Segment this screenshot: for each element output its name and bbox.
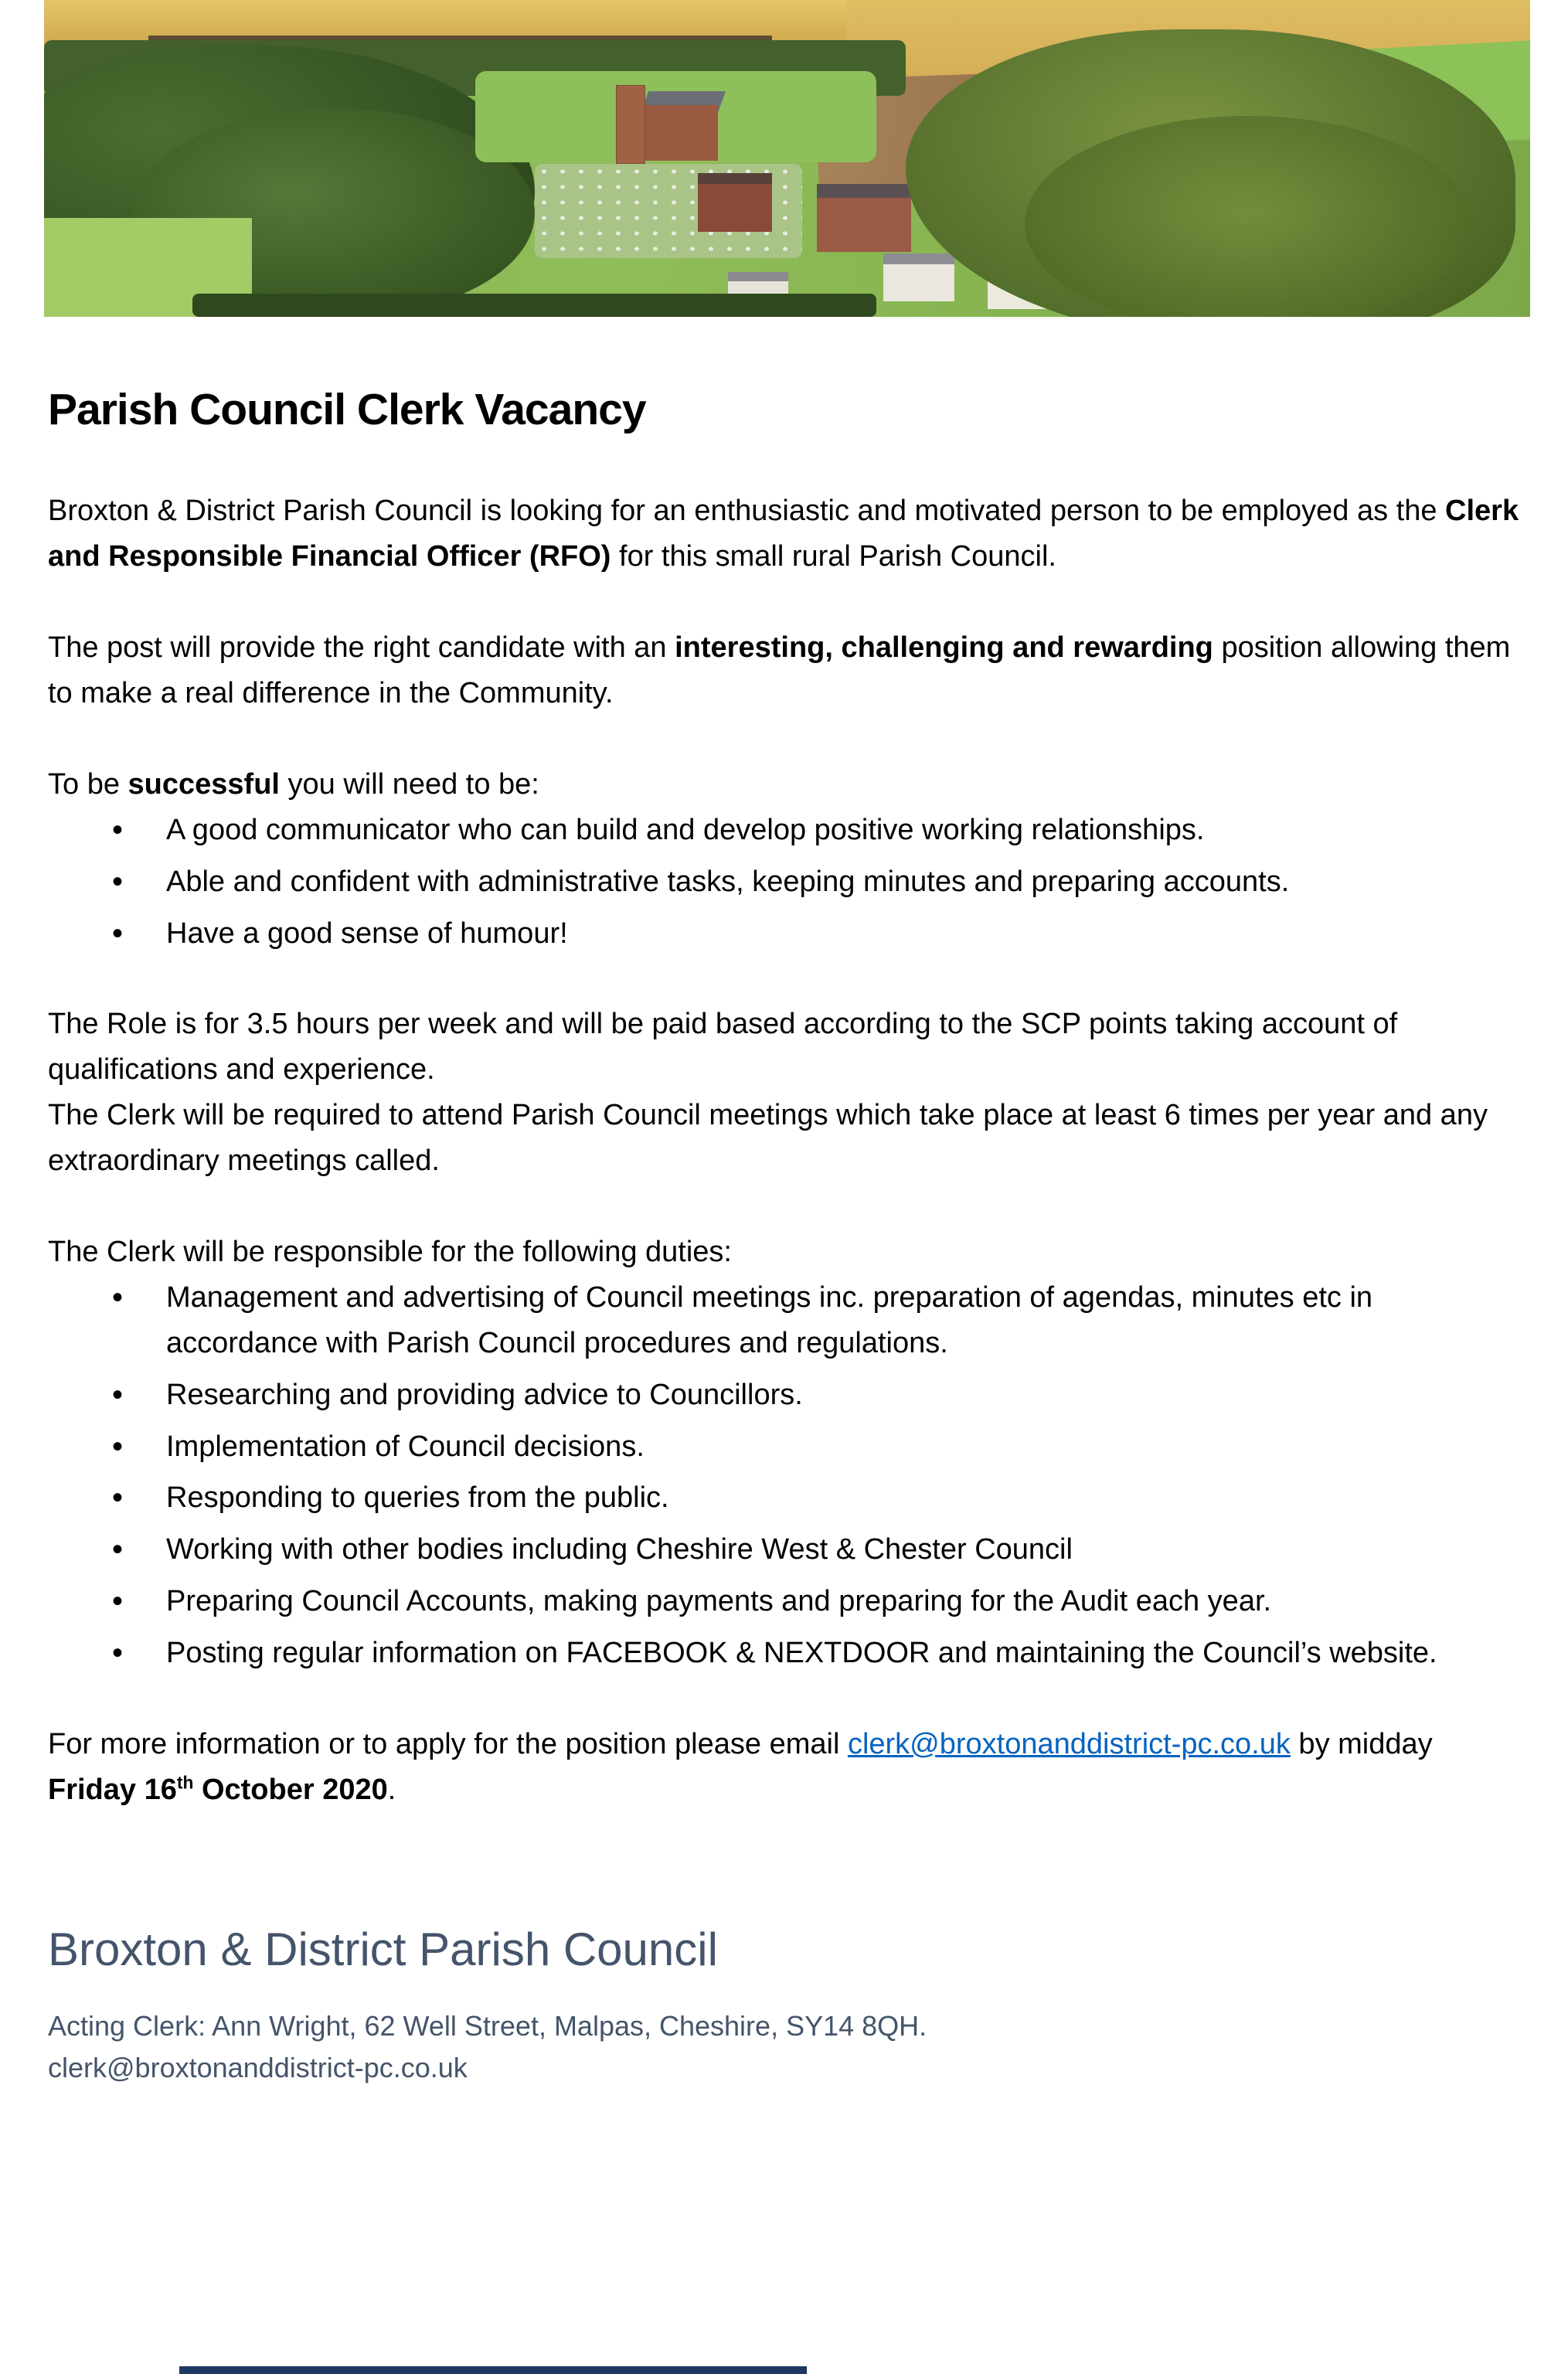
requirements-item bbox=[166, 911, 1523, 957]
requirements-item-text: Able and confident with administrative tasks, keeping minutes and preparing accounts. bbox=[166, 865, 1290, 898]
successful-post: you will need to be: bbox=[279, 767, 539, 801]
intro-paragraph bbox=[48, 488, 1523, 580]
apply-date-pre: Friday 16 bbox=[48, 1773, 177, 1806]
requirements-item bbox=[166, 859, 1523, 905]
duties-list bbox=[48, 1275, 1523, 1676]
duties-heading: The Clerk will be responsible for the following duties: bbox=[48, 1236, 732, 1269]
duties-item-text: Researching and providing advice to Councillors. bbox=[166, 1378, 803, 1411]
duties-item bbox=[166, 1424, 1523, 1470]
duties-item-text: Responding to queries from the public. bbox=[166, 1481, 669, 1515]
post-text-bold: interesting, challenging and rewarding bbox=[675, 631, 1213, 665]
duties-item-text: Preparing Council Accounts, making payments and preparing for the Audit each year. bbox=[166, 1585, 1272, 1618]
apply-date-ordinal: th bbox=[176, 1772, 194, 1793]
apply-text-mid: by midday bbox=[1290, 1728, 1433, 1761]
footer-org-name: Broxton & District Parish Council bbox=[48, 1923, 718, 1975]
successful-heading bbox=[48, 762, 1523, 808]
successful-pre: To be bbox=[48, 767, 128, 801]
footer-clerk-line: Acting Clerk: Ann Wright, 62 Well Street, Malpas, Cheshire, SY14 8QH. bbox=[48, 2009, 927, 2042]
document-footer bbox=[48, 1913, 1523, 2089]
duties-item bbox=[166, 1631, 1523, 1676]
duties-item bbox=[166, 1579, 1523, 1624]
duties-item-text: Implementation of Council decisions. bbox=[166, 1430, 645, 1463]
duties-item-text: Management and advertising of Council meetings inc. preparation of agendas, minutes etc in accordance with Parish Council procedures and regulations. bbox=[166, 1281, 1373, 1359]
post-text-pre: The post will provide the right candidate with an bbox=[48, 631, 675, 665]
duties-item bbox=[166, 1475, 1523, 1521]
intro-text-post: for this small rural Parish Council. bbox=[611, 540, 1056, 573]
requirements-item-text: A good communicator who can build and develop positive working relationships. bbox=[166, 813, 1205, 846]
successful-bold: successful bbox=[128, 767, 280, 801]
apply-text-pre: For more information or to apply for the position please email bbox=[48, 1728, 848, 1761]
role-paragraph-line2: The Clerk will be required to attend Parish Council meetings which take place at least 6 times per year and any extraordinary meetings called. bbox=[48, 1099, 1488, 1178]
apply-paragraph bbox=[48, 1722, 1523, 1813]
apply-email-link[interactable]: clerk@broxtonanddistrict-pc.co.uk bbox=[847, 1728, 1291, 1761]
apply-text-end: . bbox=[387, 1773, 396, 1806]
apply-date-post: October 2020 bbox=[193, 1773, 388, 1806]
intro-text-bold: Clerk and Responsible Financial Officer (RFO) bbox=[48, 495, 1519, 573]
post-text-post: position allowing them to make a real difference in the Community. bbox=[48, 631, 1511, 710]
next-page-edge-bar bbox=[179, 2366, 807, 2374]
duties-item-text: Working with other bodies including Cheshire West & Chester Council bbox=[166, 1533, 1073, 1566]
page-title: Parish Council Clerk Vacancy bbox=[48, 385, 646, 434]
duties-item bbox=[166, 1527, 1523, 1573]
role-paragraph-line1: The Role is for 3.5 hours per week and will be paid based according to the SCP points taking account of qualifications and experience. bbox=[48, 1008, 1398, 1087]
requirements-item-text: Have a good sense of humour! bbox=[166, 917, 568, 950]
duties-item bbox=[166, 1275, 1523, 1366]
post-paragraph bbox=[48, 625, 1523, 716]
duties-item bbox=[166, 1372, 1523, 1418]
requirements-item bbox=[166, 808, 1523, 853]
intro-text-pre: Broxton & District Parish Council is looking for an enthusiastic and motivated person to be employed as the bbox=[48, 495, 1446, 528]
requirements-list bbox=[48, 808, 1523, 957]
footer-email: clerk@broxtonanddistrict-pc.co.uk bbox=[48, 2051, 468, 2083]
duties-item-text: Posting regular information on FACEBOOK & NEXTDOOR and maintaining the Council’s website. bbox=[166, 1637, 1437, 1670]
